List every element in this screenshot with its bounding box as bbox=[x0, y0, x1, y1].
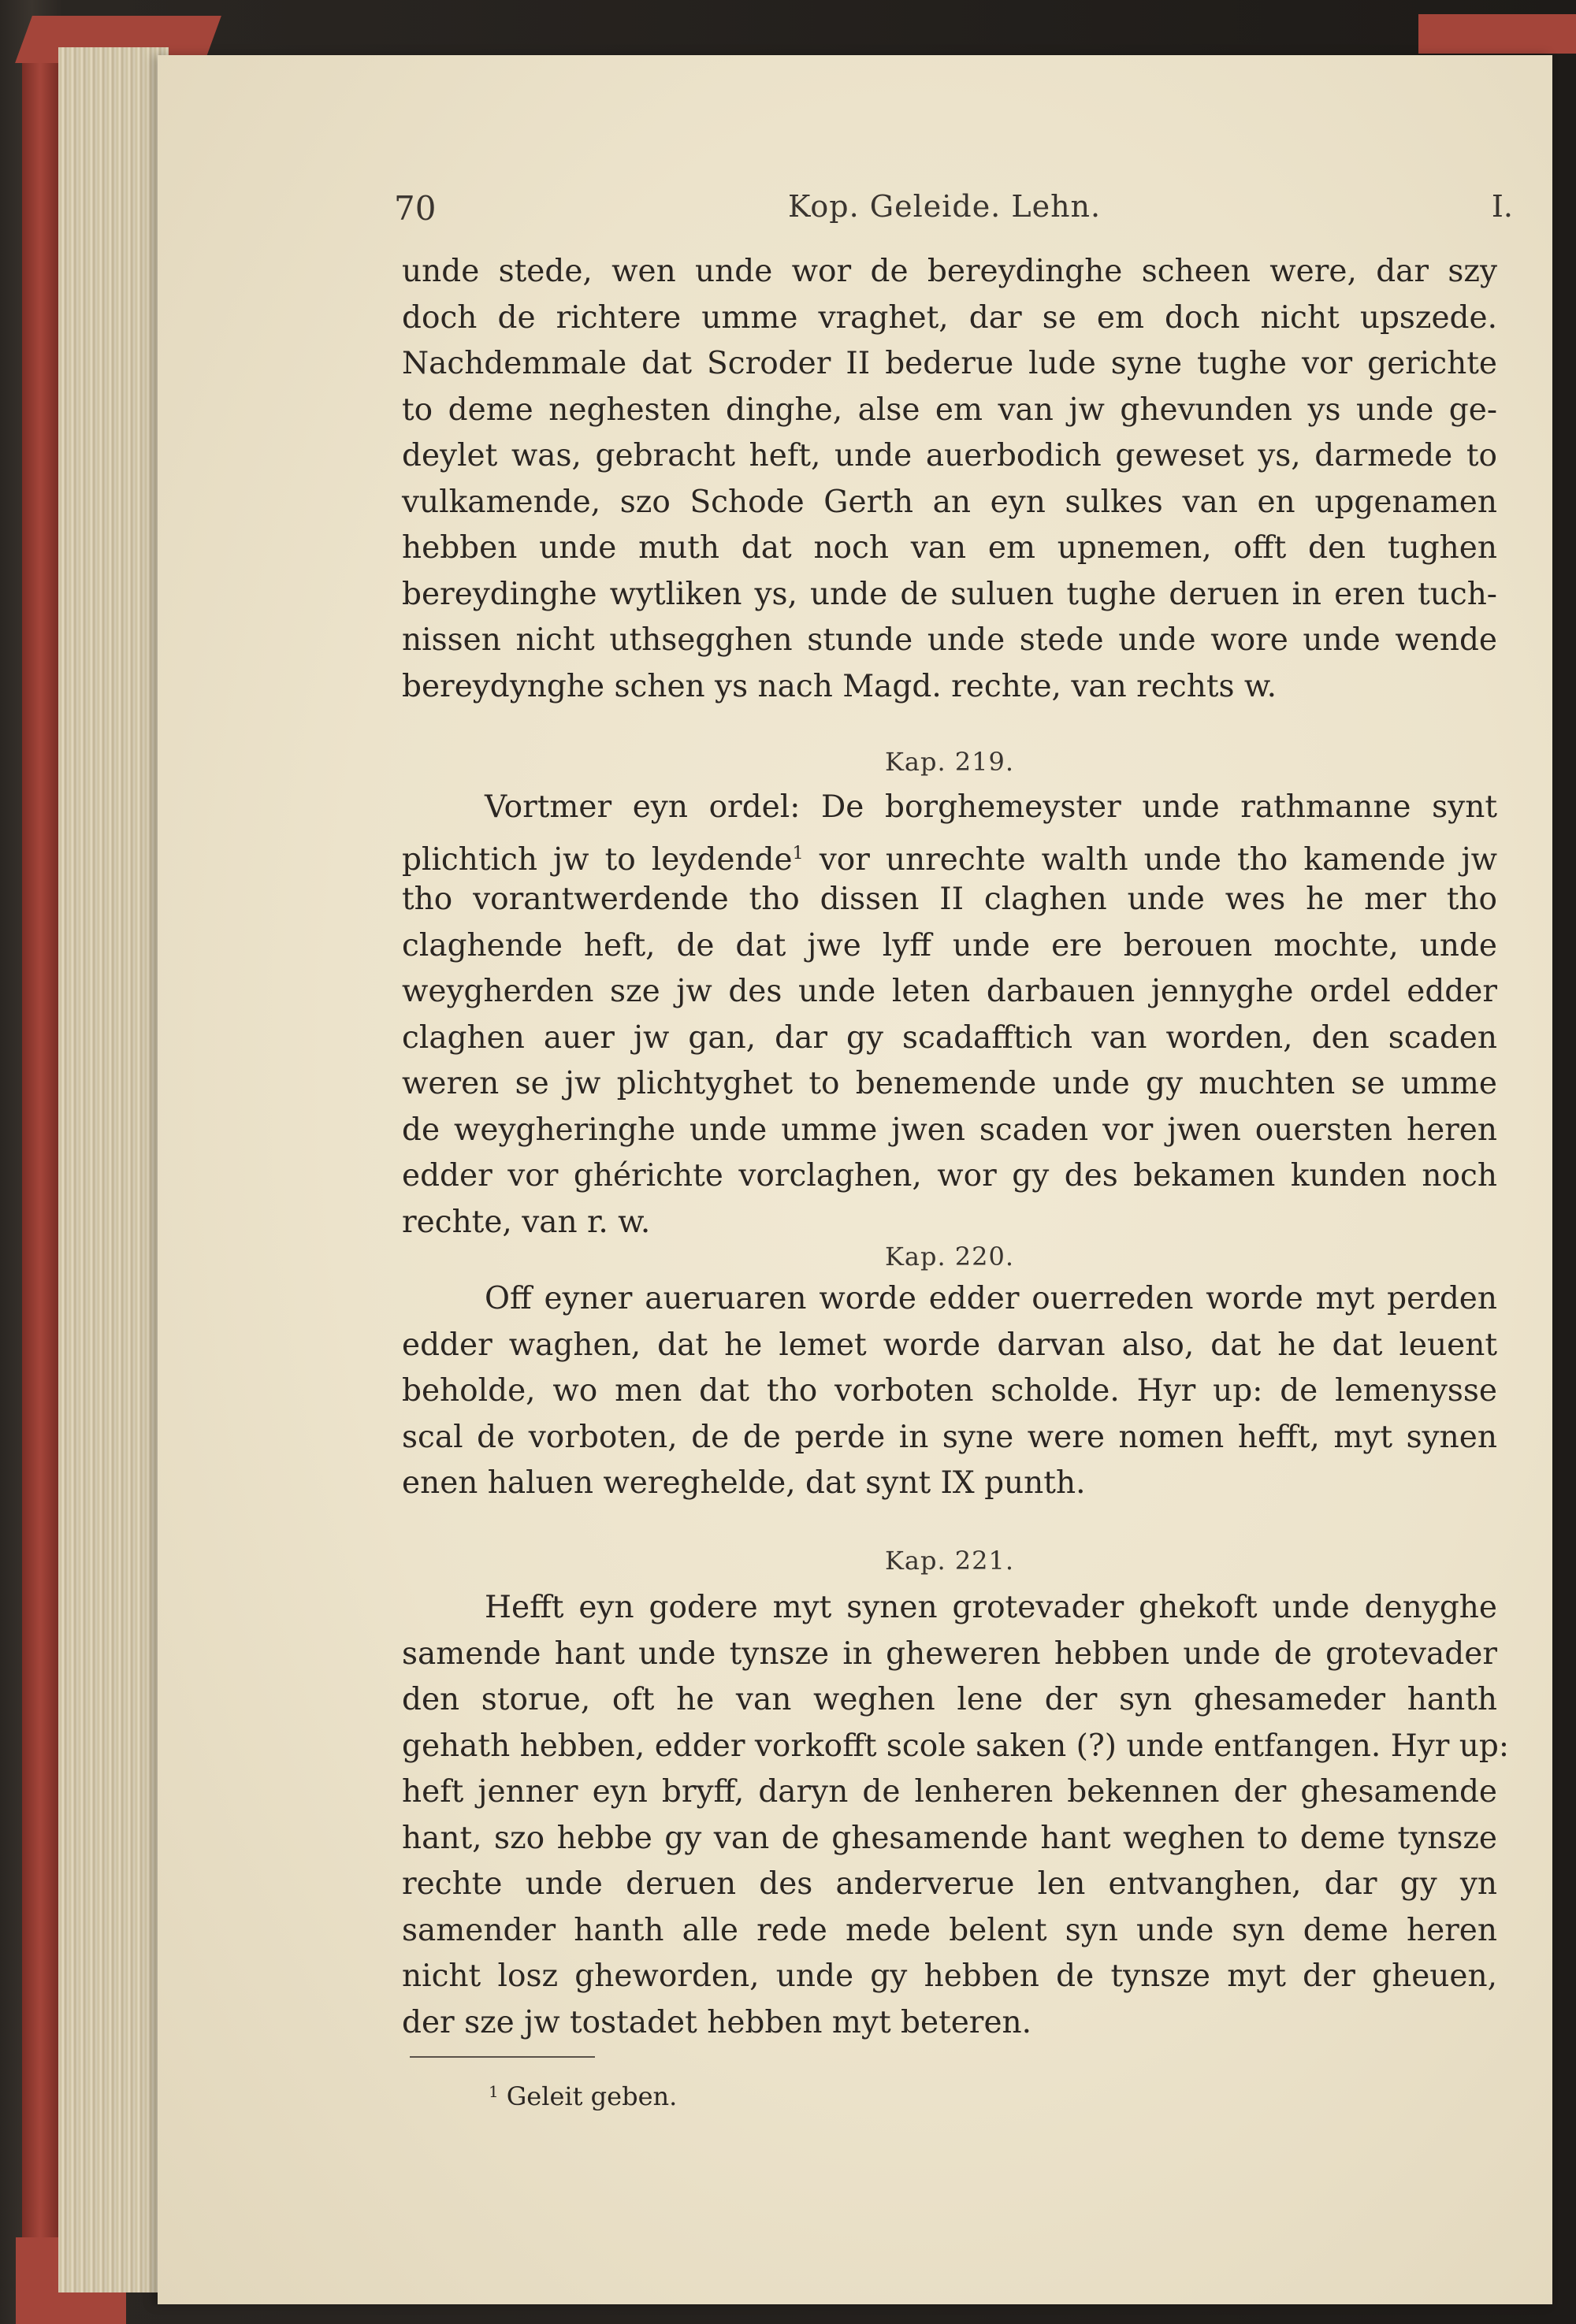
text-line: gehath hebben, edder vorkofft scole saken (?) unde entfangen. Hyr up: bbox=[402, 1728, 1510, 1764]
text-line: Hefft eyn godere myt synen grotevader ghekoft unde denyghe bbox=[485, 1590, 1497, 1625]
text-line: Vortmer eyn ordel: De borghemeyster unde rathmanne synt bbox=[485, 789, 1497, 825]
text-line: Off eyner aueruaren worde edder ouerreden worde myt perden bbox=[485, 1281, 1497, 1316]
text-line: bereydynghe schen ys nach Magd. rechte, van rechts w. bbox=[402, 668, 1277, 704]
text-line-with-footnote bbox=[402, 831, 1497, 878]
text-line: heft jenner eyn bryff, daryn de lenheren bekennen der ghesamende bbox=[402, 1774, 1497, 1810]
footnote-number: 1 bbox=[489, 2082, 499, 2101]
text-line: samender hanth alle rede mede belent syn unde syn deme heren bbox=[402, 1912, 1497, 1948]
chapter-220-text bbox=[402, 1276, 1497, 1507]
text-line: rechte unde deruen des anderverue len entvanghen, dar gy yn bbox=[402, 1866, 1497, 1902]
text-line: beholde, wo men dat tho vorboten scholde. Hyr up: de lemenysse bbox=[402, 1373, 1497, 1409]
text-line: scal de vorboten, de de perde in syne were nomen hefft, myt synen bbox=[402, 1419, 1497, 1455]
chapter-heading-220: Kap. 220. bbox=[884, 1242, 1015, 1272]
footnote bbox=[489, 2081, 677, 2111]
red-cover-edge bbox=[22, 55, 58, 2261]
red-cover-corner-top-right bbox=[1418, 14, 1576, 54]
text-line: weygherden sze jw des unde leten darbauen jennyghe ordel edder bbox=[402, 974, 1497, 1009]
text-line: doch de richtere umme vraghet, dar se em doch nicht upszede. bbox=[402, 299, 1497, 336]
text-line: der sze jw tostadet hebben myt beteren. bbox=[402, 2004, 1032, 2040]
chapter-heading-219: Kap. 219. bbox=[884, 747, 1015, 777]
text-line: hebben unde muth dat noch van em upnemen, offt den tughen bbox=[402, 530, 1497, 566]
text-line: claghende heft, de dat jwe lyff unde ere berouen mochte, unde bbox=[402, 927, 1497, 963]
text-line: tho vorantwerdende tho dissen II claghen unde wes he mer tho bbox=[402, 882, 1497, 917]
text-fragment: vor unrechte walth unde tho kamende jw bbox=[803, 841, 1497, 878]
text-line: nissen nicht uthsegghen stunde unde stede unde wore unde wende bbox=[402, 622, 1497, 658]
text-line: edder vor ghérichte vorclaghen, wor gy des bekamen kunden noch bbox=[402, 1158, 1497, 1194]
text-line: bereydinghe wytliken ys, unde de suluen tughe deruen in eren tuch- bbox=[402, 576, 1497, 612]
text-line: Nachdemmale dat Scroder II bederue lude syne tughe vor gerichte bbox=[402, 346, 1497, 381]
text-line: samende hant unde tynsze in gheweren hebben unde de grotevader bbox=[402, 1635, 1497, 1672]
chapter-219-text bbox=[402, 785, 1497, 1246]
text-line: rechte, van r. w. bbox=[402, 1204, 651, 1240]
chapter-221-text bbox=[402, 1585, 1510, 2046]
text-line: enen haluen wereghelde, dat synt IX punth. bbox=[402, 1465, 1086, 1501]
page-stack-edge bbox=[58, 47, 169, 2292]
chapter-heading-221: Kap. 221. bbox=[884, 1546, 1015, 1576]
footnote-text: Geleit geben. bbox=[506, 2081, 678, 2111]
paragraph-continued bbox=[402, 249, 1497, 710]
text-fragment: plichtich jw to leydende bbox=[402, 841, 793, 878]
text-line: weren se jw plichtyghet to benemende unde gy muchten se umme bbox=[402, 1066, 1497, 1101]
text-line: den storue, oft he van weghen lene der syn ghesameder hanth bbox=[402, 1682, 1497, 1717]
footnote-mark: 1 bbox=[792, 843, 804, 863]
text-line: nicht losz gheworden, unde gy hebben de tynsze myt der gheuen, bbox=[402, 1958, 1497, 1994]
text-line: deylet was, gebracht heft, unde auerbodich geweset ys, darmede to bbox=[402, 438, 1497, 473]
running-header bbox=[394, 189, 1513, 244]
part-number: I. bbox=[1491, 189, 1513, 224]
text-line: to deme neghesten dinghe, alse em van jw ghevunden ys unde ge- bbox=[402, 392, 1497, 428]
footnote-divider bbox=[410, 2056, 595, 2058]
running-title: Kop. Geleide. Lehn. bbox=[788, 189, 1102, 224]
text-line: de weygheringhe unde umme jwen scaden vor jwen ouersten heren bbox=[402, 1112, 1497, 1148]
text-line: edder waghen, dat he lemet worde darvan also, dat he dat leuent bbox=[402, 1327, 1497, 1363]
page-number: 70 bbox=[394, 189, 437, 228]
text-line: claghen auer jw gan, dar gy scadafftich van worden, den scaden bbox=[402, 1019, 1497, 1056]
text-line: vulkamende, szo Schode Gerth an eyn sulkes van en upgenamen bbox=[402, 484, 1497, 520]
text-line: hant, szo hebbe gy van de ghesamende hant weghen to deme tynsze bbox=[402, 1820, 1497, 1856]
text-line: unde stede, wen unde wor de bereydinghe scheen were, dar szy bbox=[402, 254, 1497, 289]
